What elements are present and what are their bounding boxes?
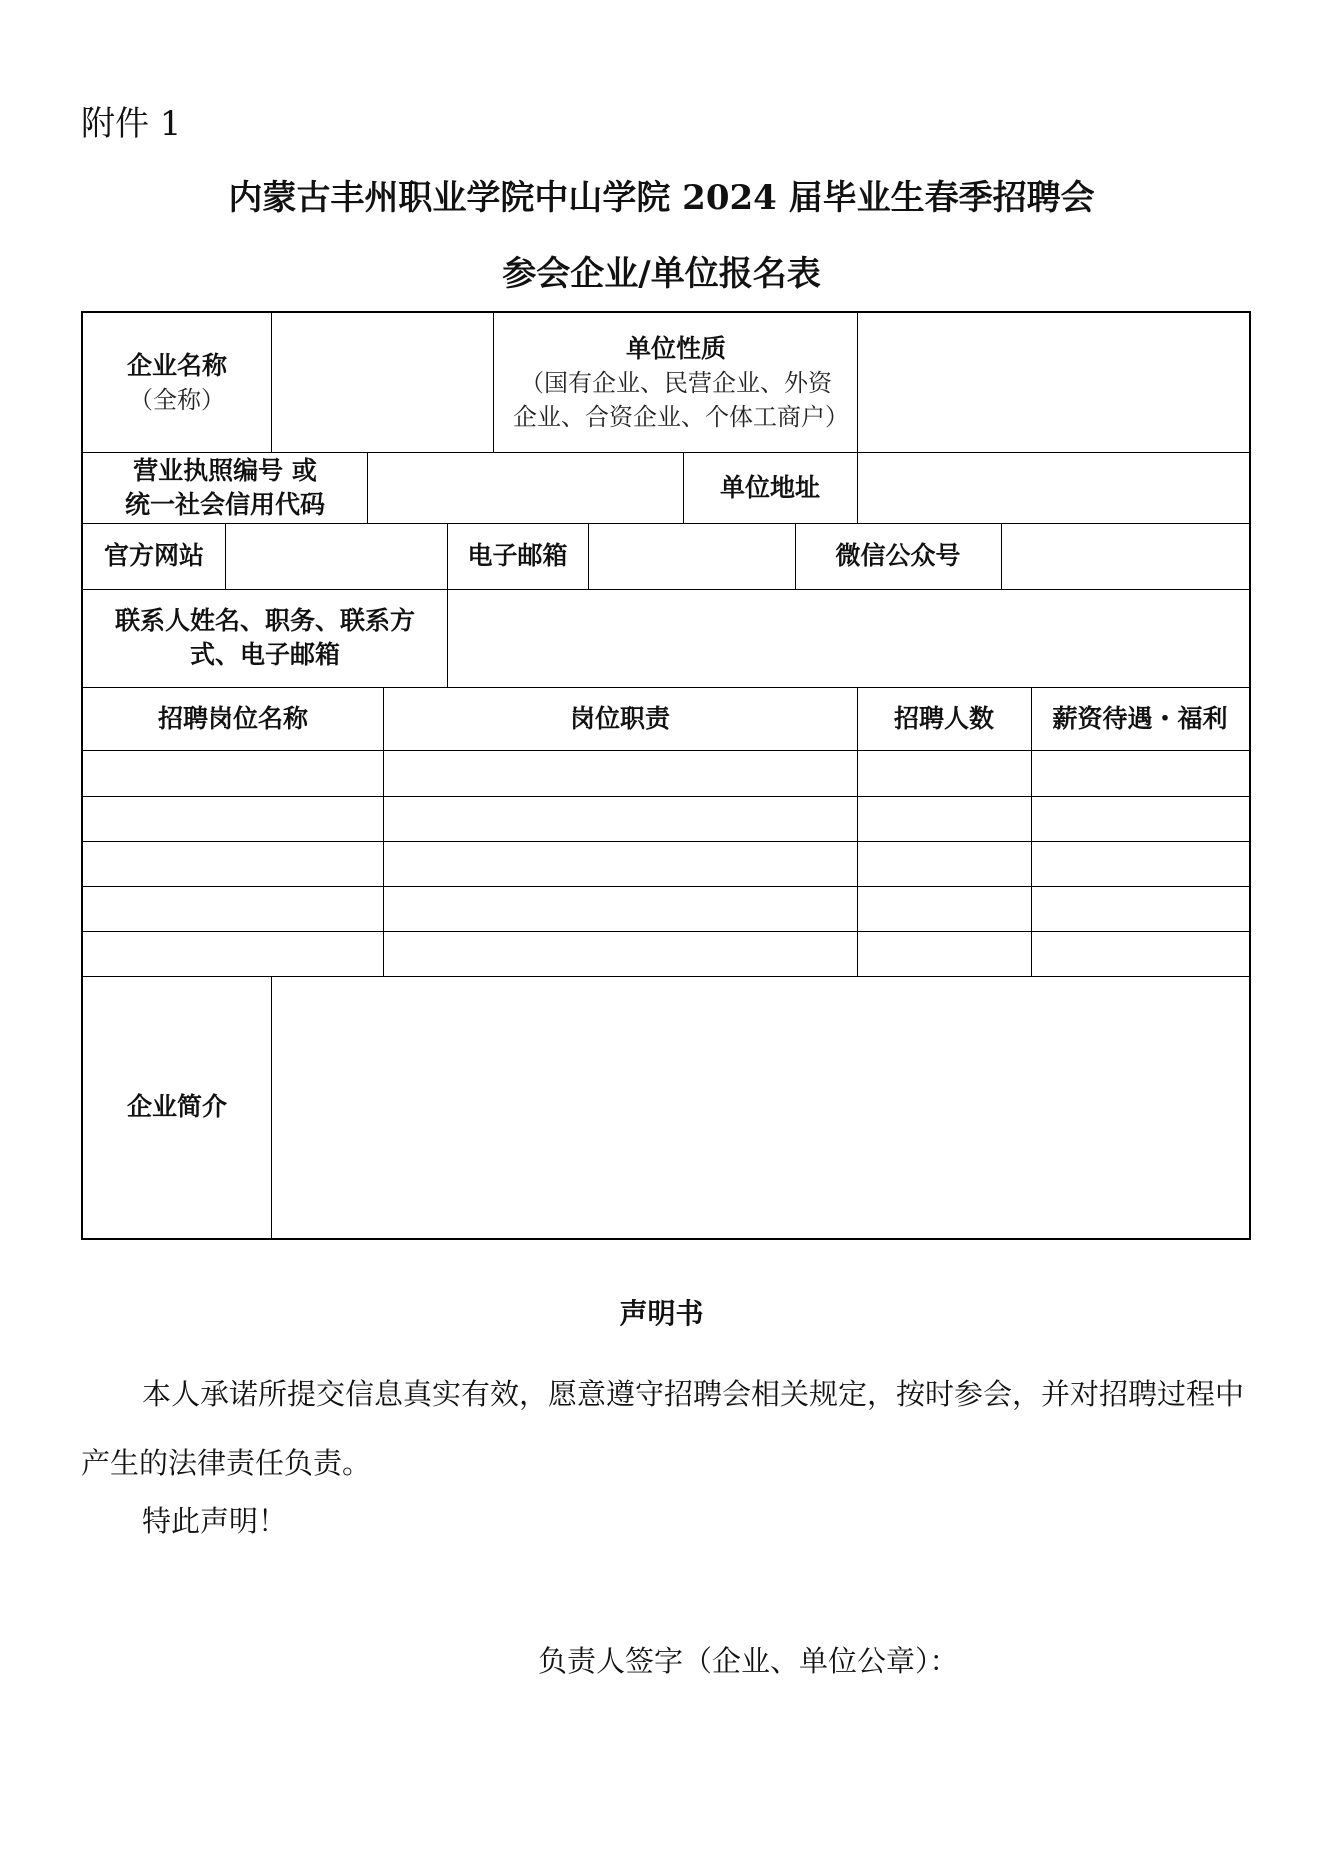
- address-label: 单位地址: [719, 472, 820, 502]
- position-name-header: 招聘岗位名称: [157, 703, 308, 733]
- email-field[interactable]: [590, 525, 793, 587]
- website-field[interactable]: [227, 525, 445, 587]
- website-label: 官方网站: [103, 541, 204, 570]
- wechat-label: 微信公众号: [835, 541, 961, 570]
- contact-label: 联系人姓名、职务、联系方 式、电子邮箱: [114, 606, 415, 669]
- license-label: 营业执照编号 或 统一社会信用代码: [124, 455, 325, 519]
- attachment-label: 附件 1: [81, 104, 182, 144]
- headcount-header: 招聘人数: [893, 703, 994, 733]
- table-row[interactable]: [83, 931, 1249, 976]
- table-row[interactable]: [83, 796, 1249, 841]
- contact-field[interactable]: [449, 591, 1247, 685]
- duties-header: 岗位职责: [569, 703, 670, 733]
- salary-benefits-header: 薪资待遇・福利: [1052, 703, 1228, 733]
- license-field[interactable]: [369, 454, 681, 521]
- email-label: 电子邮箱: [467, 541, 568, 570]
- registration-table: [81, 311, 1251, 1240]
- declaration-closing: 特此声明！: [142, 1504, 288, 1538]
- table-row[interactable]: [83, 750, 1249, 796]
- form-title: 内蒙古丰州职业学院中山学院 2024 届毕业生春季招聘会: [228, 178, 1095, 218]
- table-row[interactable]: [83, 841, 1249, 886]
- address-field[interactable]: [859, 454, 1247, 521]
- wechat-field[interactable]: [1003, 525, 1247, 587]
- signature-line: 负责人签字（企业、单位公章）：: [538, 1644, 959, 1678]
- unit-nature-field[interactable]: [859, 315, 1247, 450]
- unit-nature-label: 单位性质 （国有企业、民营企业、外资企业、合资企业、个体工商户）: [495, 313, 857, 452]
- intro-label: 企业简介: [126, 1092, 227, 1121]
- company-name-note: （全称）: [129, 385, 225, 414]
- form-subtitle: 参会企业/单位报名表: [502, 254, 821, 294]
- declaration-body: 本人承诺所提交信息真实有效，愿意遵守招聘会相关规定，按时参会，并对招聘过程中产生的法律责任负责。: [81, 1377, 1245, 1480]
- unit-nature-note: （国有企业、民营企业、外资企业、合资企业、个体工商户）: [513, 368, 849, 431]
- company-name-field[interactable]: [273, 315, 491, 450]
- company-name-label: 企业名称 （全称）: [83, 313, 271, 452]
- declaration-title: 声明书: [619, 1297, 704, 1330]
- intro-field[interactable]: [273, 978, 1247, 1236]
- table-row[interactable]: [83, 886, 1249, 931]
